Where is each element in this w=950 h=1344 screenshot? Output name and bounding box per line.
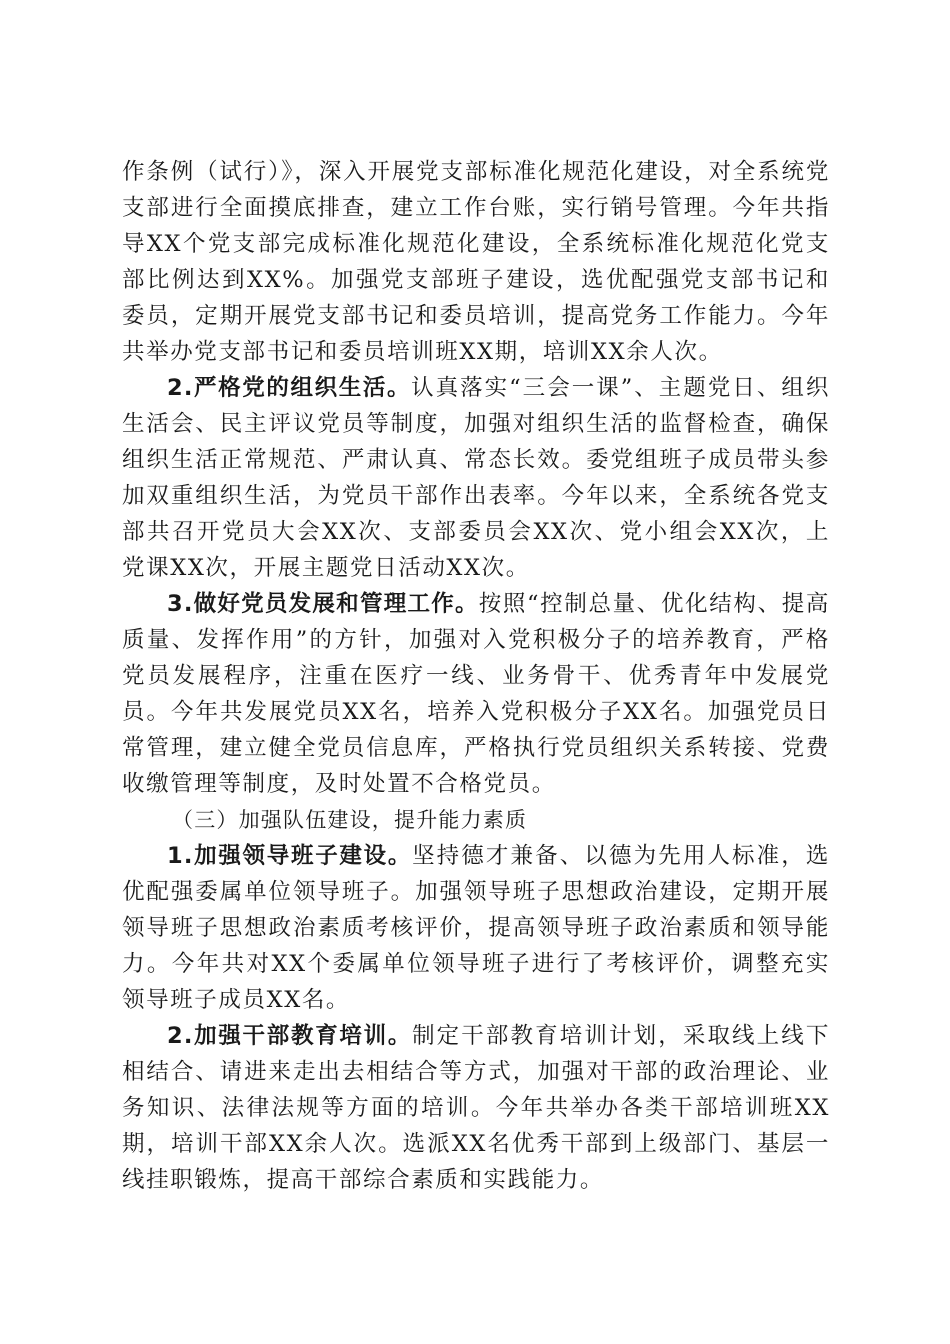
paragraph-lead: 3.做好党员发展和管理工作。 [167, 591, 479, 617]
paragraph-continuation [122, 154, 830, 370]
paragraph-leadership-team [122, 838, 830, 1018]
paragraph-lead: 1.加强领导班子建设。 [167, 843, 413, 869]
section-heading: （三）加强队伍建设，提升能力素质 [172, 808, 528, 832]
paragraph-lead: 2.严格党的组织生活。 [167, 375, 412, 401]
document-body [122, 154, 830, 1198]
paragraph-cadre-training [122, 1018, 830, 1198]
paragraph-organization-life [122, 370, 830, 586]
paragraph-text: 按照“控制总量、优化结构、提高质量、发挥作用”的方针，加强对入党积极分子的培养教育，严格党员发展程序，注重在医疗一线、业务骨干、优秀青年中发展党员。今年共发展党员XX名，培养入党积极分子XX名。加强党员日常管理，建立健全党员信息库，严格执行党员组织关系转接、党费收缴管理等制度，及时处置不合格党员。 [122, 591, 830, 797]
paragraph-lead: 2.加强干部教育培训。 [167, 1023, 413, 1049]
paragraph-text: 坚持德才兼备、以德为先用人标准，选优配强委属单位领导班子。加强领导班子思想政治建设，定期开展领导班子思想政治素质考核评价，提高领导班子政治素质和领导能力。今年共对XX个委属单位领导班子进行了考核评价，调整充实领导班子成员XX名。 [122, 843, 831, 1013]
paragraph-text: 制定干部教育培训计划，采取线上线下相结合、请进来走出去相结合等方式，加强对干部的政治理论、业务知识、法律法规等方面的培训。今年共举办各类干部培训班XX期，培训干部XX余人次。选派XX名优秀干部到上级部门、基层一线挂职锻炼，提高干部综合素质和实践能力。 [122, 1023, 831, 1193]
paragraph-member-development [122, 586, 830, 802]
paragraph-text: 认真落实“三会一课”、主题党日、组织生活会、民主评议党员等制度，加强对组织生活的监督检查，确保组织生活正常规范、严肃认真、常态长效。委党组班子成员带头参加双重组织生活，为党员干部作出表率。今年以来，全系统各党支部共召开党员大会XX次、支部委员会XX次、党小组会XX次，上党课XX次，开展主题党日活动XX次。 [122, 375, 831, 581]
paragraph-text: 作条例（试行）》，深入开展党支部标准化规范化建设，对全系统党支部进行全面摸底排查，建立工作台账，实行销号管理。今年共指导XX个党支部完成标准化规范化建设，全系统标准化规范化党支部比例达到XX%。加强党支部班子建设，选优配强党支部书记和委员，定期开展党支部书记和委员培训，提高党务工作能力。今年共举办党支部书记和委员培训班XX期，培训XX余人次。 [122, 159, 830, 365]
